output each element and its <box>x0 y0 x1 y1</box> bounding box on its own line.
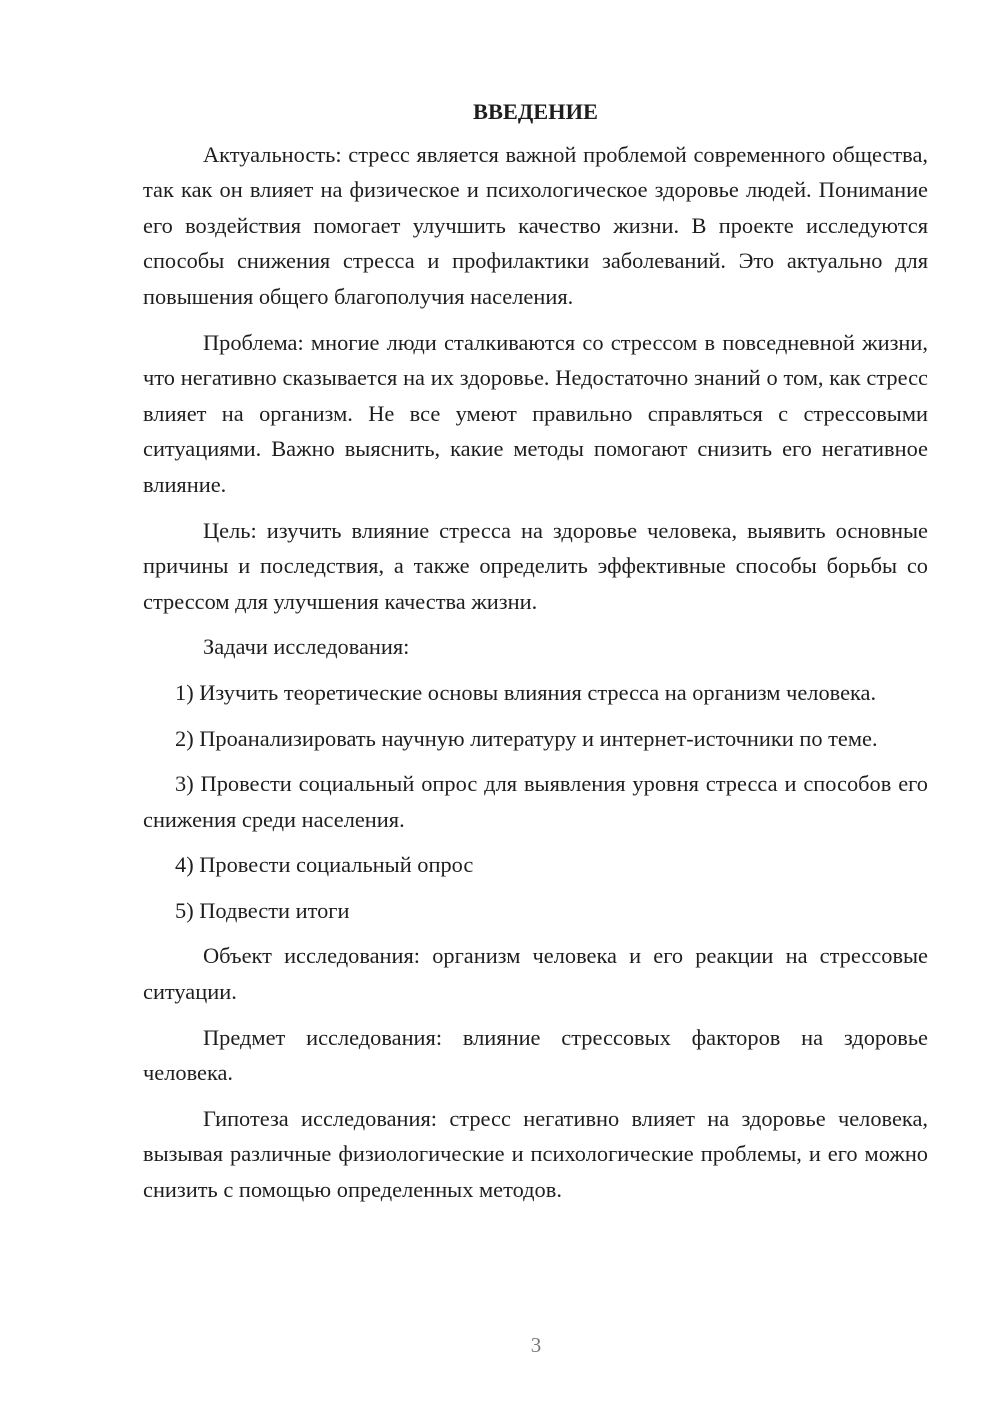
paragraph-object: Объект исследования: организм человека и его реакции на стрессовые ситуации. <box>143 943 928 1005</box>
task-item-4: 4) Провести социальный опрос <box>175 852 474 878</box>
paragraph-hypothesis: Гипотеза исследования: стресс негативно влияет на здоровье человека, вызывая различные физиологические и психологические проблемы, и его можно снизить с помощью определенных методов. <box>143 1105 928 1203</box>
paragraph-subject: Предмет исследования: влияние стрессовых факторов на здоровье человека. <box>143 1024 928 1086</box>
page-content <box>143 94 928 1218</box>
tasks-heading: Задачи исследования: <box>203 634 410 660</box>
task-item-5: 5) Подвести итоги <box>175 897 350 923</box>
task-item-1: 1) Изучить теоретические основы влияния стресса на организм человека. <box>175 679 877 705</box>
page-number: 3 <box>530 1333 542 1357</box>
task-item-3: 3) Провести социальный опрос для выявления уровня стресса и способов его снижения среди населения. <box>143 771 928 832</box>
page-title: ВВЕДЕНИЕ <box>473 99 598 124</box>
paragraph-problem: Проблема: многие люди сталкиваются со стрессом в повседневной жизни, что негативно сказывается на их здоровье. Недостаточно знаний о том, как стресс влияет на организм. Не все умеют правильно справляться с стрессовыми ситуациями. Важно выяснить, какие методы помогают снизить его негативное влияние. <box>143 329 928 497</box>
paragraph-actuality: Актуальность: стресс является важной проблемой современного общества, так как он влияет на физическое и психологическое здоровье людей. Понимание его воздействия помогает улучшить качество жизни. В проекте исследуются способы снижения стресса и профилактики заболеваний. Это актуально для повышения общего благополучия населения. <box>143 141 928 309</box>
paragraph-goal: Цель: изучить влияние стресса на здоровье человека, выявить основные причины и последствия, а также определить эффективные способы борьбы со стрессом для улучшения качества жизни. <box>143 517 928 614</box>
task-item-2: 2) Проанализировать научную литературу и интернет-источники по теме. <box>175 725 878 751</box>
